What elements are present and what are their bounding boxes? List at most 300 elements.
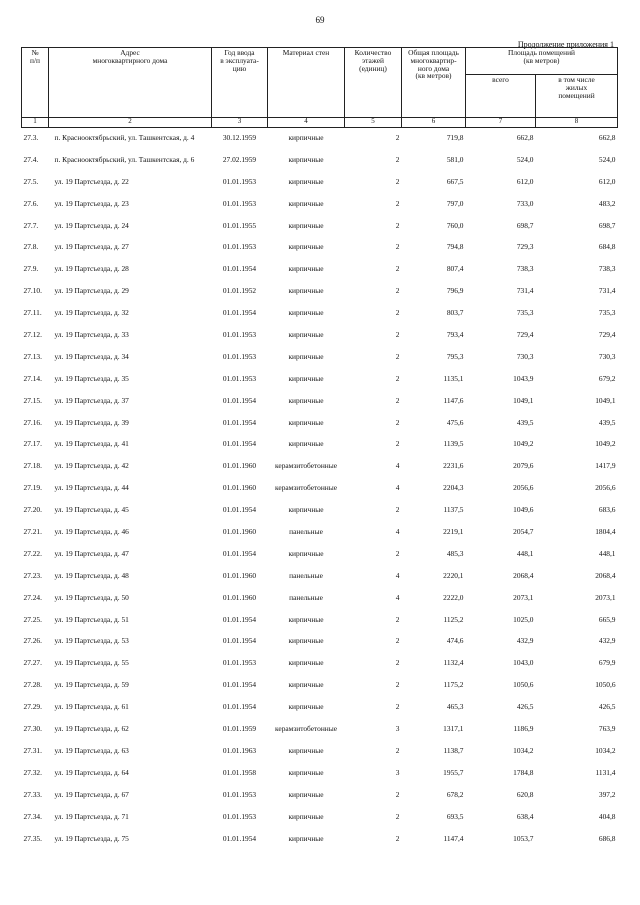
floors-cell: 2: [395, 330, 400, 340]
address-cell: ул. 19 Партсъезда, д. 46: [54, 527, 129, 537]
table-row: [22, 128, 618, 152]
row-number: 27.14.: [23, 373, 42, 383]
row-number: 27.33.: [23, 789, 42, 799]
year-cell: 01.01.1954: [222, 264, 257, 274]
floors-cell: 2: [395, 220, 400, 230]
premises-all-cell: 1784,8: [513, 767, 534, 777]
row-number: 27.23.: [23, 570, 42, 580]
material-cell: кирпичные: [288, 767, 324, 777]
address-cell: ул. 19 Партсъезда, д. 62: [54, 724, 129, 734]
living-area-cell: 397,2: [598, 789, 616, 799]
header-floors: Количество этажей (единиц): [345, 48, 402, 118]
floors-cell: 3: [395, 767, 400, 777]
address-cell: ул. 19 Партсъезда, д. 32: [54, 308, 129, 318]
row-number: 27.34.: [23, 811, 42, 821]
total-area-cell: 2219,1: [443, 527, 464, 537]
year-cell: 01.01.1954: [222, 439, 257, 449]
table-row: [22, 239, 618, 261]
row-number: 27.28.: [23, 680, 42, 690]
address-cell: ул. 19 Партсъезда, д. 28: [54, 264, 129, 274]
year-cell: 01.01.1954: [222, 417, 257, 427]
floors-cell: 2: [395, 417, 400, 427]
premises-all-cell: 638,4: [516, 811, 534, 821]
row-number: 27.21.: [23, 527, 42, 537]
column-number: 3: [212, 118, 268, 128]
table-row: [22, 546, 618, 568]
column-number: 4: [268, 118, 345, 128]
table-row: [22, 743, 618, 765]
premises-all-cell: 730,3: [516, 351, 534, 361]
header-address: Адрес многоквартирного дома: [49, 48, 212, 118]
living-area-cell: 426,5: [598, 702, 616, 712]
year-cell: 01.01.1954: [222, 702, 257, 712]
year-cell: 01.01.1953: [222, 351, 257, 361]
row-number: 27.29.: [23, 702, 42, 712]
premises-all-cell: 426,5: [516, 702, 534, 712]
material-cell: кирпичные: [288, 614, 324, 624]
premises-all-cell: 2073,1: [513, 592, 534, 602]
address-cell: ул. 19 Партсъезда, д. 29: [54, 286, 129, 296]
year-cell: 01.01.1953: [222, 242, 257, 252]
address-cell: ул. 19 Партсъезда, д. 27: [54, 242, 129, 252]
total-area-cell: 2220,1: [443, 570, 464, 580]
floors-cell: 2: [395, 439, 400, 449]
year-cell: 01.01.1953: [222, 658, 257, 668]
address-cell: ул. 19 Партсъезда, д. 50: [54, 592, 129, 602]
total-area-cell: 797,0: [446, 198, 464, 208]
year-cell: 01.01.1954: [222, 833, 257, 843]
row-number: 27.19.: [23, 483, 42, 493]
floors-cell: 2: [395, 636, 400, 646]
row-number: 27.22.: [23, 548, 42, 558]
floors-cell: 2: [395, 702, 400, 712]
premises-all-cell: 1049,6: [513, 505, 534, 515]
address-cell: ул. 19 Партсъезда, д. 55: [54, 658, 129, 668]
address-cell: ул. 19 Партсъезда, д. 71: [54, 811, 129, 821]
table-row: [22, 152, 618, 174]
living-area-cell: 684,8: [598, 242, 616, 252]
living-area-cell: 404,8: [598, 811, 616, 821]
floors-cell: 4: [395, 483, 400, 493]
table-row: [22, 349, 618, 371]
living-area-cell: 683,6: [598, 505, 616, 515]
total-area-cell: 795,3: [446, 351, 464, 361]
table-row: [22, 196, 618, 218]
address-cell: ул. 19 Партсъезда, д. 33: [54, 330, 129, 340]
floors-cell: 2: [395, 264, 400, 274]
year-cell: 01.01.1954: [222, 505, 257, 515]
material-cell: кирпичные: [288, 680, 324, 690]
floors-cell: 2: [395, 680, 400, 690]
floors-cell: 2: [395, 395, 400, 405]
material-cell: кирпичные: [288, 242, 324, 252]
premises-all-cell: 1049,1: [513, 395, 534, 405]
premises-all-cell: 2056,6: [513, 483, 534, 493]
material-cell: кирпичные: [288, 154, 324, 164]
row-number: 27.24.: [23, 592, 42, 602]
material-cell: панельные: [289, 592, 323, 602]
address-cell: ул. 19 Партсъезда, д. 51: [54, 614, 129, 624]
premises-all-cell: 1053,7: [513, 833, 534, 843]
row-number: 27.10.: [23, 286, 42, 296]
material-cell: кирпичные: [288, 220, 324, 230]
floors-cell: 2: [395, 176, 400, 186]
total-area-cell: 793,4: [446, 330, 464, 340]
floors-cell: 2: [395, 548, 400, 558]
premises-all-cell: 432,9: [516, 636, 534, 646]
header-total-area: Общая площадь многоквартир- ного дома (кв метров): [402, 48, 466, 118]
address-cell: п. Краснооктябрьский, ул. Ташкентская, д. 6: [54, 154, 195, 164]
material-cell: кирпичные: [288, 264, 324, 274]
floors-cell: 2: [395, 811, 400, 821]
column-number: 1: [22, 118, 49, 128]
material-cell: кирпичные: [288, 636, 324, 646]
year-cell: 01.01.1963: [222, 745, 257, 755]
floors-cell: 2: [395, 351, 400, 361]
floors-cell: 3: [395, 724, 400, 734]
total-area-cell: 1317,1: [443, 724, 464, 734]
material-cell: кирпичные: [288, 439, 324, 449]
material-cell: кирпичные: [288, 702, 324, 712]
living-area-cell: 2073,1: [595, 592, 616, 602]
total-area-cell: 1139,5: [443, 439, 464, 449]
total-area-cell: 1138,7: [443, 745, 464, 755]
year-cell: 01.01.1955: [222, 220, 257, 230]
material-cell: кирпичные: [288, 417, 324, 427]
year-cell: 01.01.1954: [222, 308, 257, 318]
total-area-cell: 678,2: [446, 789, 464, 799]
address-cell: ул. 19 Партсъезда, д. 44: [54, 483, 129, 493]
table-row: [22, 436, 618, 458]
table-row: [22, 261, 618, 283]
row-number: 27.30.: [23, 724, 42, 734]
row-number: 27.6.: [23, 198, 39, 208]
total-area-cell: 475,6: [446, 417, 464, 427]
total-area-cell: 581,0: [446, 154, 464, 164]
total-area-cell: 719,8: [446, 133, 464, 142]
material-cell: кирпичные: [288, 395, 324, 405]
housing-table: [21, 47, 618, 852]
table-row: [22, 480, 618, 502]
premises-all-cell: 731,4: [516, 286, 534, 296]
column-number: 2: [49, 118, 212, 128]
year-cell: 01.01.1960: [222, 527, 257, 537]
material-cell: кирпичные: [288, 330, 324, 340]
living-area-cell: 483,2: [598, 198, 616, 208]
floors-cell: 2: [395, 308, 400, 318]
row-number: 27.27.: [23, 658, 42, 668]
floors-cell: 2: [395, 505, 400, 515]
premises-all-cell: 1050,6: [513, 680, 534, 690]
year-cell: 01.01.1953: [222, 330, 257, 340]
floors-cell: 2: [395, 789, 400, 799]
table-row: [22, 218, 618, 240]
address-cell: п. Краснооктябрьский, ул. Ташкентская, д. 4: [54, 133, 195, 142]
year-cell: 01.01.1952: [222, 286, 257, 296]
table-row: [22, 415, 618, 437]
row-number: 27.18.: [23, 461, 42, 471]
material-cell: кирпичные: [288, 198, 324, 208]
material-cell: кирпичные: [288, 745, 324, 755]
premises-all-cell: 448,1: [516, 548, 534, 558]
row-number: 27.3.: [23, 133, 39, 142]
total-area-cell: 1135,1: [443, 373, 464, 383]
row-number: 27.16.: [23, 417, 42, 427]
year-cell: 01.01.1960: [222, 592, 257, 602]
total-area-cell: 474,6: [446, 636, 464, 646]
premises-all-cell: 662,8: [516, 133, 534, 142]
column-number: 7: [466, 118, 536, 128]
row-number: 27.17.: [23, 439, 42, 449]
material-cell: кирпичные: [288, 176, 324, 186]
row-number: 27.32.: [23, 767, 42, 777]
living-area-cell: 686,8: [598, 833, 616, 843]
row-number: 27.9.: [23, 264, 39, 274]
year-cell: 01.01.1953: [222, 176, 257, 186]
material-cell: кирпичные: [288, 373, 324, 383]
living-area-cell: 679,2: [598, 373, 616, 383]
total-area-cell: 667,5: [446, 176, 464, 186]
address-cell: ул. 19 Партсъезда, д. 24: [54, 220, 129, 230]
total-area-cell: 1955,7: [443, 767, 464, 777]
premises-all-cell: 735,3: [516, 308, 534, 318]
premises-all-cell: 1043,0: [513, 658, 534, 668]
header-living: в том числе жилых помещений: [536, 75, 618, 118]
living-area-cell: 1417,9: [595, 461, 616, 471]
living-area-cell: 665,9: [598, 614, 616, 624]
premises-all-cell: 1025,0: [513, 614, 534, 624]
year-cell: 01.01.1960: [222, 570, 257, 580]
header-all: всего: [466, 75, 536, 118]
address-cell: ул. 19 Партсъезда, д. 42: [54, 461, 129, 471]
table-row: [22, 371, 618, 393]
header-premises-area: Площадь помещений (кв метров): [466, 48, 618, 75]
living-area-cell: 730,3: [598, 351, 616, 361]
floors-cell: 2: [395, 658, 400, 668]
address-cell: ул. 19 Партсъезда, д. 53: [54, 636, 129, 646]
address-cell: ул. 19 Партсъезда, д. 41: [54, 439, 129, 449]
living-area-cell: 2056,6: [595, 483, 616, 493]
living-area-cell: 524,0: [598, 154, 616, 164]
row-number: 27.4.: [23, 154, 39, 164]
living-area-cell: 1804,4: [595, 527, 616, 537]
premises-all-cell: 439,5: [516, 417, 534, 427]
floors-cell: 2: [395, 242, 400, 252]
address-cell: ул. 19 Партсъезда, д. 64: [54, 767, 129, 777]
address-cell: ул. 19 Партсъезда, д. 47: [54, 548, 129, 558]
year-cell: 01.01.1953: [222, 198, 257, 208]
header-material: Материал стен: [268, 48, 345, 118]
living-area-cell: 1050,6: [595, 680, 616, 690]
total-area-cell: 1175,2: [443, 680, 464, 690]
row-number: 27.12.: [23, 330, 42, 340]
floors-cell: 4: [395, 570, 400, 580]
address-cell: ул. 19 Партсъезда, д. 34: [54, 351, 129, 361]
row-number: 27.25.: [23, 614, 42, 624]
premises-all-cell: 620,8: [516, 789, 534, 799]
row-number: 27.26.: [23, 636, 42, 646]
year-cell: 01.01.1954: [222, 395, 257, 405]
row-number: 27.13.: [23, 351, 42, 361]
living-area-cell: 729,4: [598, 330, 616, 340]
floors-cell: 4: [395, 527, 400, 537]
row-number: 27.11.: [23, 308, 42, 318]
premises-all-cell: 1043,9: [513, 373, 534, 383]
row-number: 27.5.: [23, 176, 39, 186]
living-area-cell: 763,9: [598, 724, 616, 734]
living-area-cell: 448,1: [598, 548, 616, 558]
row-number: 27.35.: [23, 833, 42, 843]
address-cell: ул. 19 Партсъезда, д. 35: [54, 373, 129, 383]
table-row: [22, 809, 618, 831]
living-area-cell: 1034,2: [595, 745, 616, 755]
header-no: № п/п: [22, 48, 49, 118]
table-row: [22, 174, 618, 196]
table-row: [22, 787, 618, 809]
total-area-cell: 794,8: [446, 242, 464, 252]
address-cell: ул. 19 Партсъезда, д. 23: [54, 198, 129, 208]
total-area-cell: 796,9: [446, 286, 464, 296]
total-area-cell: 1132,4: [443, 658, 464, 668]
table-row: [22, 765, 618, 787]
total-area-cell: 1125,2: [443, 614, 464, 624]
address-cell: ул. 19 Партсъезда, д. 39: [54, 417, 129, 427]
floors-cell: 2: [395, 133, 400, 142]
premises-all-cell: 2054,7: [513, 527, 534, 537]
material-cell: керамзитобетонные: [275, 724, 337, 734]
total-area-cell: 2231,6: [443, 461, 464, 471]
total-area-cell: 1147,4: [443, 833, 464, 843]
floors-cell: 2: [395, 286, 400, 296]
year-cell: 01.01.1953: [222, 789, 257, 799]
table-row: [22, 590, 618, 612]
table-row: [22, 612, 618, 634]
header-year: Год ввода в эксплуата- цию: [212, 48, 268, 118]
floors-cell: 2: [395, 745, 400, 755]
year-cell: 01.01.1953: [222, 373, 257, 383]
material-cell: керамзитобетонные: [275, 483, 337, 493]
table-row: [22, 721, 618, 743]
living-area-cell: 2068,4: [595, 570, 616, 580]
living-area-cell: 432,9: [598, 636, 616, 646]
living-area-cell: 1049,1: [595, 395, 616, 405]
table-row: [22, 524, 618, 546]
table-row: [22, 655, 618, 677]
total-area-cell: 1137,5: [443, 505, 464, 515]
table-row: [22, 502, 618, 524]
total-area-cell: 2222,0: [443, 592, 464, 602]
floors-cell: 2: [395, 198, 400, 208]
table-row: [22, 327, 618, 349]
material-cell: кирпичные: [288, 789, 324, 799]
total-area-cell: 2204,3: [443, 483, 464, 493]
living-area-cell: 1131,4: [595, 767, 616, 777]
living-area-cell: 735,3: [598, 308, 616, 318]
floors-cell: 2: [395, 154, 400, 164]
year-cell: 01.01.1954: [222, 548, 257, 558]
material-cell: кирпичные: [288, 505, 324, 515]
address-cell: ул. 19 Партсъезда, д. 75: [54, 833, 129, 843]
row-number: 27.7.: [23, 220, 39, 230]
year-cell: 30.12.1959: [222, 133, 257, 142]
table-row: [22, 568, 618, 590]
premises-all-cell: 729,4: [516, 330, 534, 340]
material-cell: кирпичные: [288, 308, 324, 318]
material-cell: панельные: [289, 527, 323, 537]
material-cell: панельные: [289, 570, 323, 580]
material-cell: керамзитобетонные: [275, 461, 337, 471]
address-cell: ул. 19 Партсъезда, д. 63: [54, 745, 129, 755]
material-cell: кирпичные: [288, 548, 324, 558]
premises-all-cell: 738,3: [516, 264, 534, 274]
address-cell: ул. 19 Партсъезда, д. 48: [54, 570, 129, 580]
living-area-cell: 612,0: [598, 176, 616, 186]
total-area-cell: 693,5: [446, 811, 464, 821]
address-cell: ул. 19 Партсъезда, д. 37: [54, 395, 129, 405]
table-row: [22, 458, 618, 480]
living-area-cell: 679,9: [598, 658, 616, 668]
year-cell: 01.01.1958: [222, 767, 257, 777]
column-number: 6: [402, 118, 466, 128]
table-row: [22, 831, 618, 853]
year-cell: 27.02.1959: [222, 154, 257, 164]
column-number: 5: [345, 118, 402, 128]
year-cell: 01.01.1960: [222, 483, 257, 493]
year-cell: 01.01.1959: [222, 724, 257, 734]
living-area-cell: 439,5: [598, 417, 616, 427]
living-area-cell: 731,4: [598, 286, 616, 296]
total-area-cell: 1147,6: [443, 395, 464, 405]
premises-all-cell: 729,3: [516, 242, 534, 252]
premises-all-cell: 2068,4: [513, 570, 534, 580]
material-cell: кирпичные: [288, 811, 324, 821]
premises-all-cell: 612,0: [516, 176, 534, 186]
address-cell: ул. 19 Партсъезда, д. 59: [54, 680, 129, 690]
total-area-cell: 465,3: [446, 702, 464, 712]
total-area-cell: 803,7: [446, 308, 464, 318]
premises-all-cell: 1034,2: [513, 745, 534, 755]
premises-all-cell: 1049,2: [513, 439, 534, 449]
premises-all-cell: 698,7: [516, 220, 534, 230]
row-number: 27.8.: [23, 242, 39, 252]
address-cell: ул. 19 Партсъезда, д. 22: [54, 176, 129, 186]
premises-all-cell: 733,0: [516, 198, 534, 208]
year-cell: 01.01.1954: [222, 636, 257, 646]
year-cell: 01.01.1954: [222, 614, 257, 624]
year-cell: 01.01.1954: [222, 680, 257, 690]
row-number: 27.20.: [23, 505, 42, 515]
table-row: [22, 633, 618, 655]
table-row: [22, 677, 618, 699]
premises-all-cell: 1186,9: [513, 724, 534, 734]
column-number: 8: [536, 118, 618, 128]
floors-cell: 4: [395, 592, 400, 602]
material-cell: кирпичные: [288, 658, 324, 668]
material-cell: кирпичные: [288, 833, 324, 843]
living-area-cell: 662,8: [598, 133, 616, 142]
living-area-cell: 1049,2: [595, 439, 616, 449]
table-row: [22, 393, 618, 415]
living-area-cell: 698,7: [598, 220, 616, 230]
premises-all-cell: 2079,6: [513, 461, 534, 471]
material-cell: кирпичные: [288, 351, 324, 361]
total-area-cell: 807,4: [446, 264, 464, 274]
premises-all-cell: 524,0: [516, 154, 534, 164]
address-cell: ул. 19 Партсъезда, д. 67: [54, 789, 129, 799]
table-row: [22, 283, 618, 305]
living-area-cell: 738,3: [598, 264, 616, 274]
floors-cell: 2: [395, 373, 400, 383]
